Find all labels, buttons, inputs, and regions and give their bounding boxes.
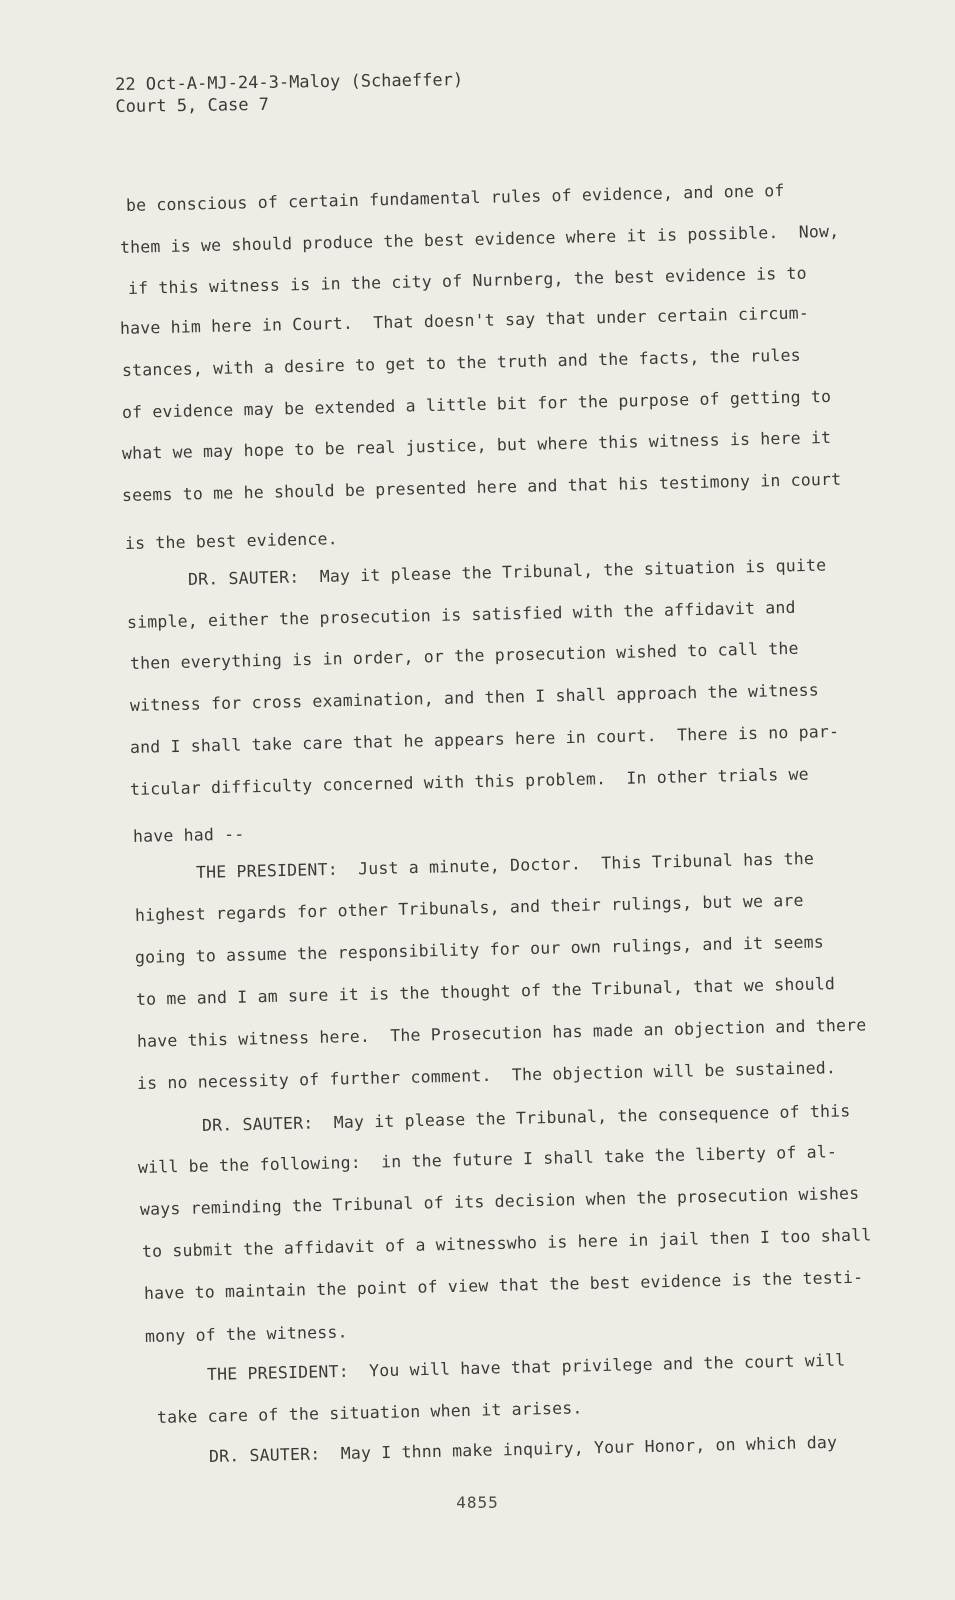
text-line: simple, either the prosecution is satisfied with the affidavit and <box>126 597 796 632</box>
text-line: have had -- <box>132 824 245 846</box>
text-line: to submit the affidavit of a witnesswho is here in jail then I too shall <box>141 1225 872 1261</box>
text-line: mony of the witness. <box>144 1322 348 1346</box>
page-number: 4855 <box>456 1493 499 1512</box>
speaker-line: DR. SAUTER: May it please the Tribunal, the situation is quite <box>187 555 827 589</box>
text-line: have him here in Court. That doesn't say that under certain circum- <box>119 303 810 338</box>
header-court-case: Court 5, Case 7 <box>115 94 270 117</box>
text-line: going to assume the responsibility for our own rulings, and it seems <box>134 932 825 967</box>
text-line: seems to me he should be presented here and that his testimony in court <box>121 469 842 505</box>
text-line: highest regards for other Tribunals, and their rulings, but we are <box>134 890 804 925</box>
text-line: to me and I am sure it is the thought of the Tribunal, that we should <box>135 974 836 1009</box>
speaker-line: DR. SAUTER: May it please the Tribunal, the consequence of this <box>201 1101 851 1135</box>
speaker-line: THE PRESIDENT: Just a minute, Doctor. This Tribunal has the <box>195 848 815 882</box>
text-line: have this witness here. The Prosecution has made an objection and there <box>136 1015 867 1051</box>
text-line: will be the following: in the future I shall take the liberty of al- <box>137 1142 838 1177</box>
text-line: and I shall take care that he appears here in court. There is no par- <box>129 721 840 757</box>
text-line: what we may hope to be real justice, but where this witness is here it <box>121 427 832 463</box>
text-line: then everything is in order, or the prosecution wished to call the <box>129 638 799 673</box>
text-line: if this witness is in the city of Nurnberg, the best evidence is to <box>127 263 807 298</box>
text-line: them is we should produce the best evidence where it is possible. Now, <box>119 221 840 257</box>
header-reference: 22 Oct-A-MJ-24-3-Maloy (Schaeffer) <box>115 70 464 95</box>
speaker-line: THE PRESIDENT: You will have that privilege and the court will <box>206 1350 846 1384</box>
text-line: stances, with a desire to get to the truth and the facts, the rules <box>121 345 801 380</box>
text-line: of evidence may be extended a little bit for the purpose of getting to <box>121 386 832 422</box>
text-line: take care of the situation when it arises. <box>156 1398 583 1427</box>
speaker-line: DR. SAUTER: May I thnn make inquiry, Your Honor, on which day <box>208 1432 838 1466</box>
text-line: ticular difficulty concerned with this problem. In other trials we <box>129 764 809 799</box>
text-line: ways reminding the Tribunal of its decision when the prosecution wishes <box>139 1183 860 1219</box>
text-line: witness for cross examination, and then I shall approach the witness <box>129 680 820 715</box>
text-line: is the best evidence. <box>124 529 338 553</box>
text-line: have to maintain the point of view that the best evidence is the testi- <box>143 1267 864 1303</box>
text-line: be conscious of certain fundamental rules of evidence, and one of <box>125 181 785 215</box>
text-line: is no necessity of further comment. The objection will be sustained. <box>136 1058 837 1093</box>
